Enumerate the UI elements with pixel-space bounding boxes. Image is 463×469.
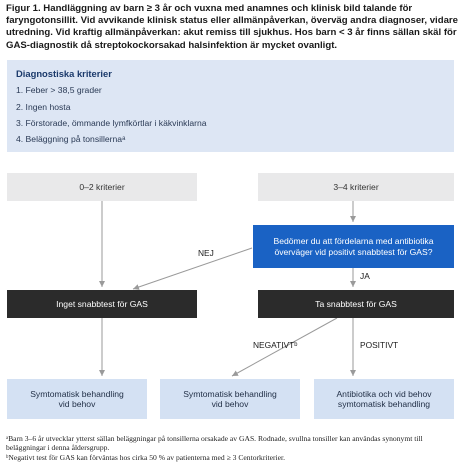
criteria-item-1: 1. Feber > 38,5 grader [16,85,102,95]
footnote-b: ᵇNegativt test för GAS kan förväntas hos cirka 50 % av patienterna med ≥ 3 Centorkriterier. [6,453,285,462]
criteria-item-4: 4. Beläggning på tonsillernaᵃ [16,134,126,144]
no-test-box: Inget snabbtest för GAS [7,290,197,318]
group-0-2-criteria: 0–2 kriterier [7,173,197,201]
footnote-a: ᵃBarn 3–6 år utvecklar ytterst sällan beläggningar på tonsillerna orsakade av GAS. Rodnade, svullna tonsiller kan användas synonymt till beläggningar i denna åldersgrupp. [6,434,423,453]
decision-box: Bedömer du att fördelarna med antibiotika överväger vid positivt snabbtest för GAS? [253,225,454,268]
take-test-box: Ta snabbtest för GAS [258,290,454,318]
arrow-decision-no [133,248,252,289]
criteria-title: Diagnostiska kriterier [16,68,112,79]
criteria-item-3: 3. Förstorade, ömmande lymfkörtlar i käkvinklarna [16,118,207,128]
positive-label: POSITIVT [360,340,399,350]
outcome-symptomatic-2: Symtomatisk behandling vid behov [160,379,300,419]
yes-label: JA [360,271,370,281]
figure-caption: Figur 1. Handläggning av barn ≥ 3 år och vuxna med anamnes och klinisk bild talande för faryngotonsillit. Vid avvikande klinisk status eller allmänpåverkan, överväg andra diagnoser, vidare utredning. Vid kraftig allmänpåverkan: akut remiss till sjukhus. Hos barn < 3 år finns sällan skäl för GAS-diagnostik då streptokockorsakad halsinfektion är mycket ovanligt. [6,3,458,51]
criteria-item-2: 2. Ingen hosta [16,102,71,112]
outcome-antibiotics: Antibiotika och vid behov symtomatisk behandling [314,379,454,419]
group-3-4-criteria: 3–4 kriterier [258,173,454,201]
no-label: NEJ [198,248,214,258]
negative-label: NEGATIVTᵇ [253,340,298,350]
outcome-symptomatic-1: Symtomatisk behandling vid behov [7,379,147,419]
